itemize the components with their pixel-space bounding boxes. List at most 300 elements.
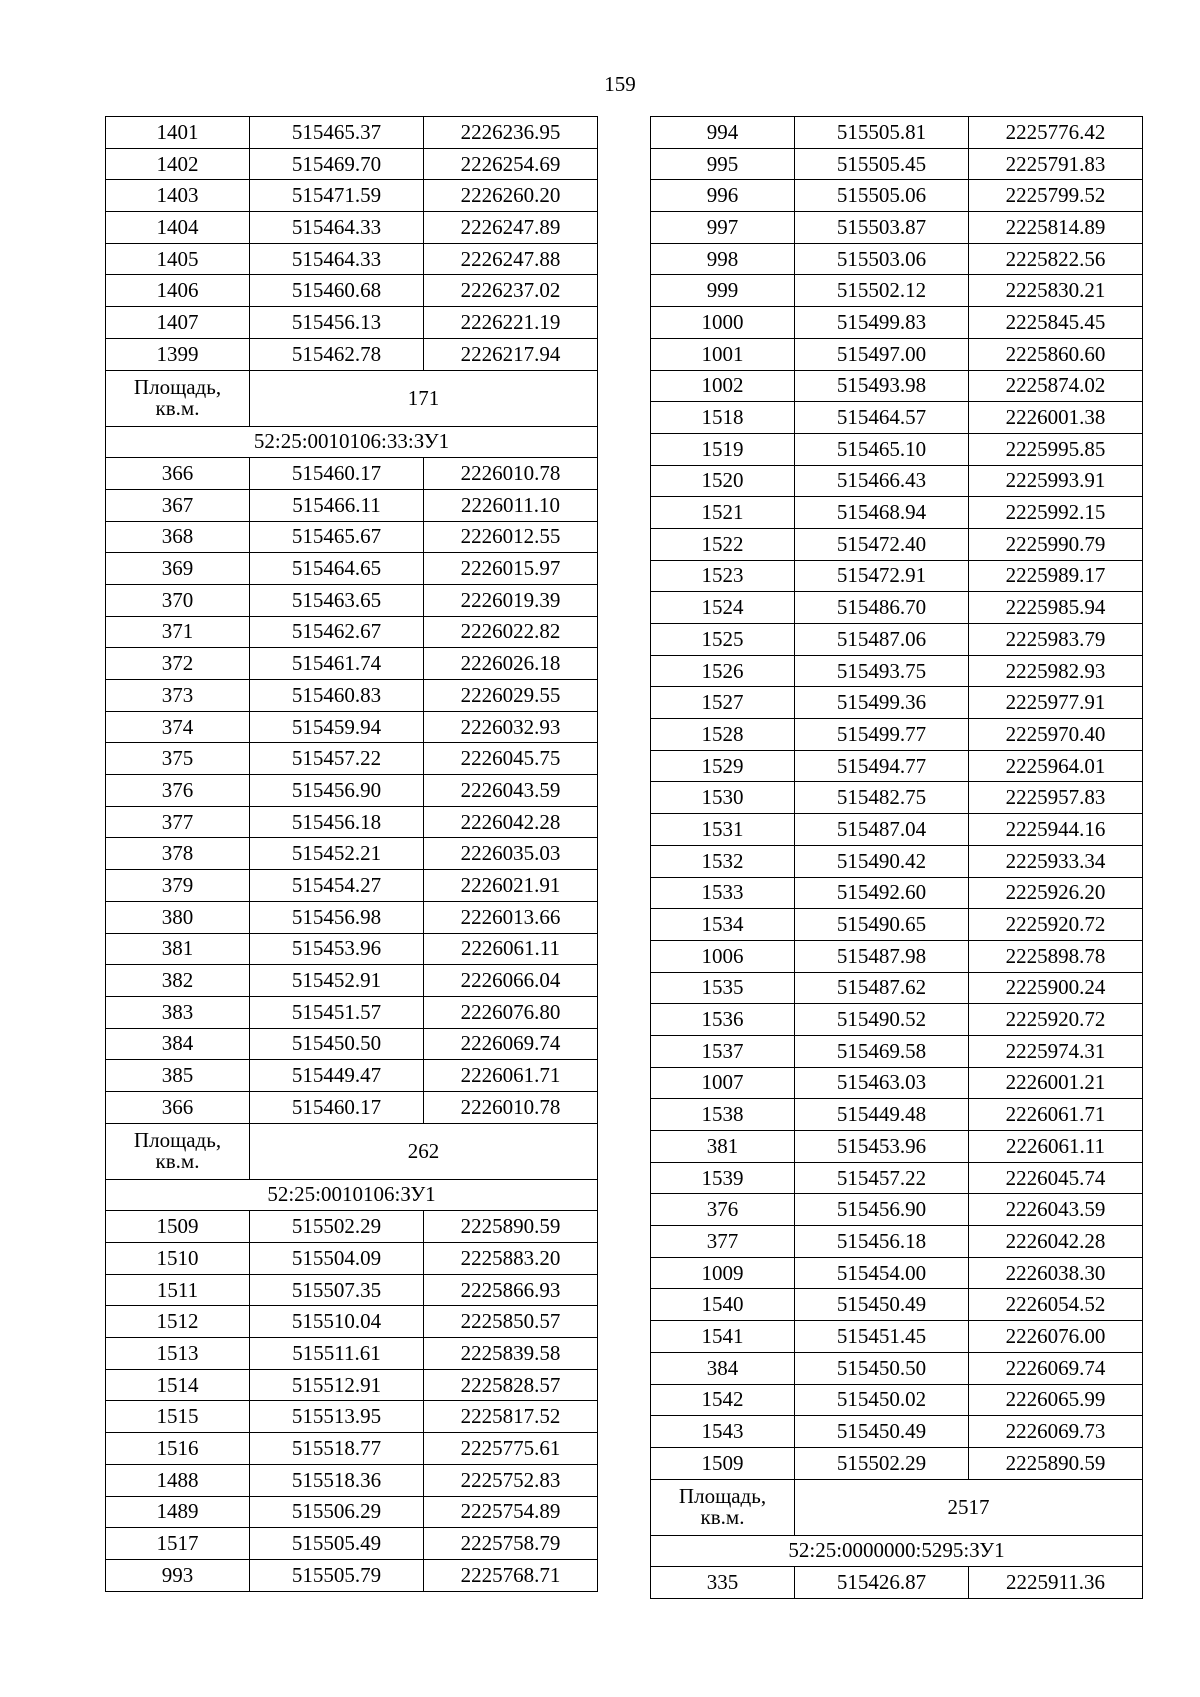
- y-coordinate-cell: 2226038.30: [969, 1257, 1143, 1289]
- point-number-cell: 1535: [651, 972, 795, 1004]
- y-coordinate-cell: 2225995.85: [969, 433, 1143, 465]
- area-unit-line: кв.м.: [155, 1149, 200, 1174]
- x-coordinate-cell: 515518.36: [250, 1464, 424, 1496]
- table-row: [106, 338, 598, 370]
- point-number-cell: 995: [651, 148, 795, 180]
- y-coordinate-cell: 2226045.75: [424, 743, 598, 775]
- x-coordinate-cell: 515459.94: [250, 711, 424, 743]
- area-label-cell: [651, 1479, 795, 1535]
- point-number-cell: 1528: [651, 719, 795, 751]
- x-coordinate-cell: 515454.00: [795, 1257, 969, 1289]
- x-coordinate-cell: 515505.45: [795, 148, 969, 180]
- y-coordinate-cell: 2225860.60: [969, 338, 1143, 370]
- table-row: [651, 655, 1143, 687]
- y-coordinate-cell: 2225964.01: [969, 750, 1143, 782]
- y-coordinate-cell: 2226042.28: [969, 1226, 1143, 1258]
- table-row: [106, 1274, 598, 1306]
- table-row: [651, 814, 1143, 846]
- coordinates-table-left: [105, 116, 598, 1592]
- y-coordinate-cell: 2226260.20: [424, 180, 598, 212]
- area-unit-line: кв.м.: [700, 1505, 745, 1530]
- area-label-line: Площадь,: [678, 1484, 767, 1509]
- table-row: [106, 743, 598, 775]
- x-coordinate-cell: 515460.17: [250, 458, 424, 490]
- x-coordinate-cell: 515510.04: [250, 1306, 424, 1338]
- x-coordinate-cell: 515457.22: [795, 1162, 969, 1194]
- y-coordinate-cell: 2226035.03: [424, 838, 598, 870]
- table-row: [651, 877, 1143, 909]
- x-coordinate-cell: 515452.91: [250, 965, 424, 997]
- table-row: [651, 402, 1143, 434]
- table-row: [651, 1162, 1143, 1194]
- y-coordinate-cell: 2226021.91: [424, 870, 598, 902]
- point-number-cell: 371: [106, 616, 250, 648]
- point-number-cell: 1513: [106, 1338, 250, 1370]
- x-coordinate-cell: 515502.12: [795, 275, 969, 307]
- x-coordinate-cell: 515450.50: [795, 1352, 969, 1384]
- area-label-line: Площадь,: [133, 1128, 222, 1153]
- parcel-heading-row: [106, 426, 598, 458]
- x-coordinate-cell: 515464.65: [250, 553, 424, 585]
- table-row: [106, 1211, 598, 1243]
- y-coordinate-cell: 2226061.71: [969, 1099, 1143, 1131]
- x-coordinate-cell: 515456.90: [250, 775, 424, 807]
- x-coordinate-cell: 515453.96: [795, 1131, 969, 1163]
- x-coordinate-cell: 515490.65: [795, 909, 969, 941]
- point-number-cell: 368: [106, 521, 250, 553]
- point-number-cell: 1525: [651, 624, 795, 656]
- y-coordinate-cell: 2226043.59: [969, 1194, 1143, 1226]
- y-coordinate-cell: 2226015.97: [424, 553, 598, 585]
- point-number-cell: 1509: [651, 1447, 795, 1479]
- point-number-cell: 1001: [651, 338, 795, 370]
- point-number-cell: 335: [651, 1567, 795, 1599]
- table-row: [106, 933, 598, 965]
- table-row: [651, 212, 1143, 244]
- y-coordinate-cell: 2226076.00: [969, 1321, 1143, 1353]
- y-coordinate-cell: 2225957.83: [969, 782, 1143, 814]
- parcel-cadastral-number: 52:25:0000000:5295:ЗУ1: [651, 1535, 1143, 1567]
- table-row: [106, 243, 598, 275]
- x-coordinate-cell: 515486.70: [795, 592, 969, 624]
- y-coordinate-cell: 2225989.17: [969, 560, 1143, 592]
- x-coordinate-cell: 515490.42: [795, 845, 969, 877]
- y-coordinate-cell: 2225822.56: [969, 243, 1143, 275]
- x-coordinate-cell: 515463.65: [250, 584, 424, 616]
- y-coordinate-cell: 2226045.74: [969, 1162, 1143, 1194]
- y-coordinate-cell: 2226061.11: [969, 1131, 1143, 1163]
- x-coordinate-cell: 515468.94: [795, 497, 969, 529]
- table-row: [106, 489, 598, 521]
- table-row: [651, 243, 1143, 275]
- y-coordinate-cell: 2225874.02: [969, 370, 1143, 402]
- table-row: [106, 901, 598, 933]
- x-coordinate-cell: 515497.00: [795, 338, 969, 370]
- x-coordinate-cell: 515449.48: [795, 1099, 969, 1131]
- y-coordinate-cell: 2226043.59: [424, 775, 598, 807]
- y-coordinate-cell: 2226042.28: [424, 806, 598, 838]
- parcel-cadastral-number: 52:25:0010106:33:ЗУ1: [106, 426, 598, 458]
- parcel-heading-row: [651, 1535, 1143, 1567]
- y-coordinate-cell: 2225866.93: [424, 1274, 598, 1306]
- table-row: [106, 1433, 598, 1465]
- point-number-cell: 1520: [651, 465, 795, 497]
- table-row: [651, 497, 1143, 529]
- x-coordinate-cell: 515505.79: [250, 1559, 424, 1591]
- table-row: [106, 711, 598, 743]
- x-coordinate-cell: 515456.13: [250, 307, 424, 339]
- point-number-cell: 1530: [651, 782, 795, 814]
- y-coordinate-cell: 2225817.52: [424, 1401, 598, 1433]
- y-coordinate-cell: 2225830.21: [969, 275, 1143, 307]
- table-row: [651, 180, 1143, 212]
- table-body: [106, 117, 598, 1592]
- point-number-cell: 1510: [106, 1243, 250, 1275]
- x-coordinate-cell: 515505.06: [795, 180, 969, 212]
- table-row: [106, 806, 598, 838]
- table-row: [106, 275, 598, 307]
- table-row: [651, 592, 1143, 624]
- point-number-cell: 1541: [651, 1321, 795, 1353]
- point-number-cell: 1521: [651, 497, 795, 529]
- table-row: [106, 775, 598, 807]
- table-row: [651, 117, 1143, 149]
- table-row: [106, 1091, 598, 1123]
- x-coordinate-cell: 515512.91: [250, 1369, 424, 1401]
- table-row: [651, 1131, 1143, 1163]
- table-row: [106, 307, 598, 339]
- y-coordinate-cell: 2225920.72: [969, 909, 1143, 941]
- y-coordinate-cell: 2225845.45: [969, 307, 1143, 339]
- point-number-cell: 1527: [651, 687, 795, 719]
- x-coordinate-cell: 515460.17: [250, 1091, 424, 1123]
- y-coordinate-cell: 2225850.57: [424, 1306, 598, 1338]
- y-coordinate-cell: 2226011.10: [424, 489, 598, 521]
- point-number-cell: 1002: [651, 370, 795, 402]
- point-number-cell: 1009: [651, 1257, 795, 1289]
- table-row: [651, 307, 1143, 339]
- x-coordinate-cell: 515505.81: [795, 117, 969, 149]
- x-coordinate-cell: 515464.57: [795, 402, 969, 434]
- x-coordinate-cell: 515513.95: [250, 1401, 424, 1433]
- table-row: [106, 117, 598, 149]
- y-coordinate-cell: 2225775.61: [424, 1433, 598, 1465]
- table-row: [651, 433, 1143, 465]
- x-coordinate-cell: 515499.77: [795, 719, 969, 751]
- x-coordinate-cell: 515499.83: [795, 307, 969, 339]
- x-coordinate-cell: 515507.35: [250, 1274, 424, 1306]
- x-coordinate-cell: 515487.98: [795, 940, 969, 972]
- area-value-cell: 262: [250, 1123, 598, 1179]
- table-row: [651, 465, 1143, 497]
- x-coordinate-cell: 515465.67: [250, 521, 424, 553]
- point-number-cell: 1523: [651, 560, 795, 592]
- x-coordinate-cell: 515506.29: [250, 1496, 424, 1528]
- y-coordinate-cell: 2226247.89: [424, 212, 598, 244]
- table-row: [651, 1194, 1143, 1226]
- point-number-cell: 1536: [651, 1004, 795, 1036]
- table-row: [651, 782, 1143, 814]
- table-row: [651, 148, 1143, 180]
- x-coordinate-cell: 515493.98: [795, 370, 969, 402]
- point-number-cell: 1519: [651, 433, 795, 465]
- point-number-cell: 380: [106, 901, 250, 933]
- y-coordinate-cell: 2225776.42: [969, 117, 1143, 149]
- parcel-heading-row: [106, 1179, 598, 1211]
- point-number-cell: 376: [651, 1194, 795, 1226]
- x-coordinate-cell: 515460.68: [250, 275, 424, 307]
- x-coordinate-cell: 515463.03: [795, 1067, 969, 1099]
- table-row: [651, 338, 1143, 370]
- y-coordinate-cell: 2226237.02: [424, 275, 598, 307]
- point-number-cell: 1509: [106, 1211, 250, 1243]
- y-coordinate-cell: 2225985.94: [969, 592, 1143, 624]
- y-coordinate-cell: 2226022.82: [424, 616, 598, 648]
- table-row: [651, 624, 1143, 656]
- table-row: [106, 458, 598, 490]
- point-number-cell: 1539: [651, 1162, 795, 1194]
- y-coordinate-cell: 2225983.79: [969, 624, 1143, 656]
- y-coordinate-cell: 2226013.66: [424, 901, 598, 933]
- y-coordinate-cell: 2225920.72: [969, 1004, 1143, 1036]
- area-row: [106, 1123, 598, 1179]
- point-number-cell: 1517: [106, 1528, 250, 1560]
- point-number-cell: 1405: [106, 243, 250, 275]
- point-number-cell: 379: [106, 870, 250, 902]
- x-coordinate-cell: 515456.90: [795, 1194, 969, 1226]
- y-coordinate-cell: 2225799.52: [969, 180, 1143, 212]
- x-coordinate-cell: 515451.45: [795, 1321, 969, 1353]
- x-coordinate-cell: 515453.96: [250, 933, 424, 965]
- point-number-cell: 1526: [651, 655, 795, 687]
- y-coordinate-cell: 2226069.73: [969, 1416, 1143, 1448]
- point-number-cell: 1401: [106, 117, 250, 149]
- table-row: [651, 1416, 1143, 1448]
- y-coordinate-cell: 2225890.59: [969, 1447, 1143, 1479]
- point-number-cell: 367: [106, 489, 250, 521]
- y-coordinate-cell: 2226010.78: [424, 458, 598, 490]
- table-row: [106, 1243, 598, 1275]
- table-row: [651, 370, 1143, 402]
- x-coordinate-cell: 515503.87: [795, 212, 969, 244]
- point-number-cell: 1534: [651, 909, 795, 941]
- table-row: [106, 1306, 598, 1338]
- point-number-cell: 384: [651, 1352, 795, 1384]
- point-number-cell: 1407: [106, 307, 250, 339]
- point-number-cell: 1511: [106, 1274, 250, 1306]
- table-row: [106, 1369, 598, 1401]
- y-coordinate-cell: 2226065.99: [969, 1384, 1143, 1416]
- point-number-cell: 381: [651, 1131, 795, 1163]
- y-coordinate-cell: 2225926.20: [969, 877, 1143, 909]
- point-number-cell: 1000: [651, 307, 795, 339]
- y-coordinate-cell: 2226026.18: [424, 648, 598, 680]
- y-coordinate-cell: 2225752.83: [424, 1464, 598, 1496]
- y-coordinate-cell: 2225911.36: [969, 1567, 1143, 1599]
- point-number-cell: 1514: [106, 1369, 250, 1401]
- area-label-cell: [106, 370, 250, 426]
- table-row: [106, 838, 598, 870]
- y-coordinate-cell: 2226032.93: [424, 711, 598, 743]
- table-row: [106, 1559, 598, 1591]
- y-coordinate-cell: 2226254.69: [424, 148, 598, 180]
- table-row: [651, 1384, 1143, 1416]
- table-row: [106, 1338, 598, 1370]
- y-coordinate-cell: 2226247.88: [424, 243, 598, 275]
- point-number-cell: 1516: [106, 1433, 250, 1465]
- table-row: [106, 553, 598, 585]
- table-row: [651, 1289, 1143, 1321]
- y-coordinate-cell: 2225982.93: [969, 655, 1143, 687]
- point-number-cell: 994: [651, 117, 795, 149]
- y-coordinate-cell: 2225933.34: [969, 845, 1143, 877]
- point-number-cell: 1543: [651, 1416, 795, 1448]
- point-number-cell: 385: [106, 1060, 250, 1092]
- point-number-cell: 375: [106, 743, 250, 775]
- y-coordinate-cell: 2226054.52: [969, 1289, 1143, 1321]
- x-coordinate-cell: 515456.98: [250, 901, 424, 933]
- x-coordinate-cell: 515502.29: [250, 1211, 424, 1243]
- table-row: [106, 1496, 598, 1528]
- y-coordinate-cell: 2225990.79: [969, 528, 1143, 560]
- x-coordinate-cell: 515450.49: [795, 1416, 969, 1448]
- point-number-cell: 1540: [651, 1289, 795, 1321]
- x-coordinate-cell: 515456.18: [250, 806, 424, 838]
- table-row: [651, 1035, 1143, 1067]
- point-number-cell: 1532: [651, 845, 795, 877]
- point-number-cell: 384: [106, 1028, 250, 1060]
- table-row: [651, 1567, 1143, 1599]
- x-coordinate-cell: 515454.27: [250, 870, 424, 902]
- point-number-cell: 1512: [106, 1306, 250, 1338]
- table-row: [106, 870, 598, 902]
- table-row: [651, 687, 1143, 719]
- coordinates-table-right: [650, 116, 1143, 1599]
- table-row: [651, 1226, 1143, 1258]
- table-row: [651, 275, 1143, 307]
- x-coordinate-cell: 515503.06: [795, 243, 969, 275]
- x-coordinate-cell: 515490.52: [795, 1004, 969, 1036]
- point-number-cell: 996: [651, 180, 795, 212]
- table-row: [106, 1060, 598, 1092]
- x-coordinate-cell: 515462.67: [250, 616, 424, 648]
- point-number-cell: 376: [106, 775, 250, 807]
- point-number-cell: 1403: [106, 180, 250, 212]
- point-number-cell: 1402: [106, 148, 250, 180]
- table-row: [106, 996, 598, 1028]
- x-coordinate-cell: 515502.29: [795, 1447, 969, 1479]
- x-coordinate-cell: 515499.36: [795, 687, 969, 719]
- area-row: [106, 370, 598, 426]
- table-row: [651, 560, 1143, 592]
- point-number-cell: 374: [106, 711, 250, 743]
- x-coordinate-cell: 515472.40: [795, 528, 969, 560]
- table-row: [651, 1004, 1143, 1036]
- x-coordinate-cell: 515465.10: [795, 433, 969, 465]
- y-coordinate-cell: 2226061.11: [424, 933, 598, 965]
- point-number-cell: 366: [106, 1091, 250, 1123]
- x-coordinate-cell: 515466.11: [250, 489, 424, 521]
- y-coordinate-cell: 2226010.78: [424, 1091, 598, 1123]
- y-coordinate-cell: 2225791.83: [969, 148, 1143, 180]
- y-coordinate-cell: 2226221.19: [424, 307, 598, 339]
- x-coordinate-cell: 515469.70: [250, 148, 424, 180]
- point-number-cell: 1524: [651, 592, 795, 624]
- x-coordinate-cell: 515426.87: [795, 1567, 969, 1599]
- parcel-cadastral-number: 52:25:0010106:ЗУ1: [106, 1179, 598, 1211]
- point-number-cell: 1533: [651, 877, 795, 909]
- table-row: [651, 1067, 1143, 1099]
- point-number-cell: 382: [106, 965, 250, 997]
- area-row: [651, 1479, 1143, 1535]
- table-row: [106, 180, 598, 212]
- point-number-cell: 997: [651, 212, 795, 244]
- x-coordinate-cell: 515464.33: [250, 243, 424, 275]
- point-number-cell: 369: [106, 553, 250, 585]
- point-number-cell: 1515: [106, 1401, 250, 1433]
- point-number-cell: 998: [651, 243, 795, 275]
- table-row: [651, 1447, 1143, 1479]
- x-coordinate-cell: 515504.09: [250, 1243, 424, 1275]
- x-coordinate-cell: 515450.49: [795, 1289, 969, 1321]
- table-row: [106, 1528, 598, 1560]
- y-coordinate-cell: 2225977.91: [969, 687, 1143, 719]
- point-number-cell: 999: [651, 275, 795, 307]
- point-number-cell: 373: [106, 680, 250, 712]
- x-coordinate-cell: 515451.57: [250, 996, 424, 1028]
- point-number-cell: 1406: [106, 275, 250, 307]
- x-coordinate-cell: 515457.22: [250, 743, 424, 775]
- y-coordinate-cell: 2225944.16: [969, 814, 1143, 846]
- table-row: [106, 521, 598, 553]
- table-body: [651, 117, 1143, 1599]
- y-coordinate-cell: 2226019.39: [424, 584, 598, 616]
- x-coordinate-cell: 515482.75: [795, 782, 969, 814]
- table-row: [106, 1401, 598, 1433]
- table-row: [651, 940, 1143, 972]
- y-coordinate-cell: 2225768.71: [424, 1559, 598, 1591]
- y-coordinate-cell: 2225900.24: [969, 972, 1143, 1004]
- x-coordinate-cell: 515487.62: [795, 972, 969, 1004]
- area-label-cell: [106, 1123, 250, 1179]
- point-number-cell: 1518: [651, 402, 795, 434]
- table-row: [651, 1321, 1143, 1353]
- point-number-cell: 381: [106, 933, 250, 965]
- point-number-cell: 1007: [651, 1067, 795, 1099]
- x-coordinate-cell: 515456.18: [795, 1226, 969, 1258]
- table-row: [651, 528, 1143, 560]
- y-coordinate-cell: 2225992.15: [969, 497, 1143, 529]
- x-coordinate-cell: 515487.04: [795, 814, 969, 846]
- table-row: [106, 584, 598, 616]
- area-label-line: Площадь,: [133, 375, 222, 399]
- point-number-cell: 1488: [106, 1464, 250, 1496]
- x-coordinate-cell: 515450.02: [795, 1384, 969, 1416]
- point-number-cell: 1531: [651, 814, 795, 846]
- y-coordinate-cell: 2226001.21: [969, 1067, 1143, 1099]
- x-coordinate-cell: 515505.49: [250, 1528, 424, 1560]
- x-coordinate-cell: 515494.77: [795, 750, 969, 782]
- y-coordinate-cell: 2226012.55: [424, 521, 598, 553]
- x-coordinate-cell: 515492.60: [795, 877, 969, 909]
- table-row: [651, 845, 1143, 877]
- y-coordinate-cell: 2225974.31: [969, 1035, 1143, 1067]
- table-row: [106, 965, 598, 997]
- point-number-cell: 1006: [651, 940, 795, 972]
- table-row: [651, 909, 1143, 941]
- point-number-cell: 1538: [651, 1099, 795, 1131]
- x-coordinate-cell: 515471.59: [250, 180, 424, 212]
